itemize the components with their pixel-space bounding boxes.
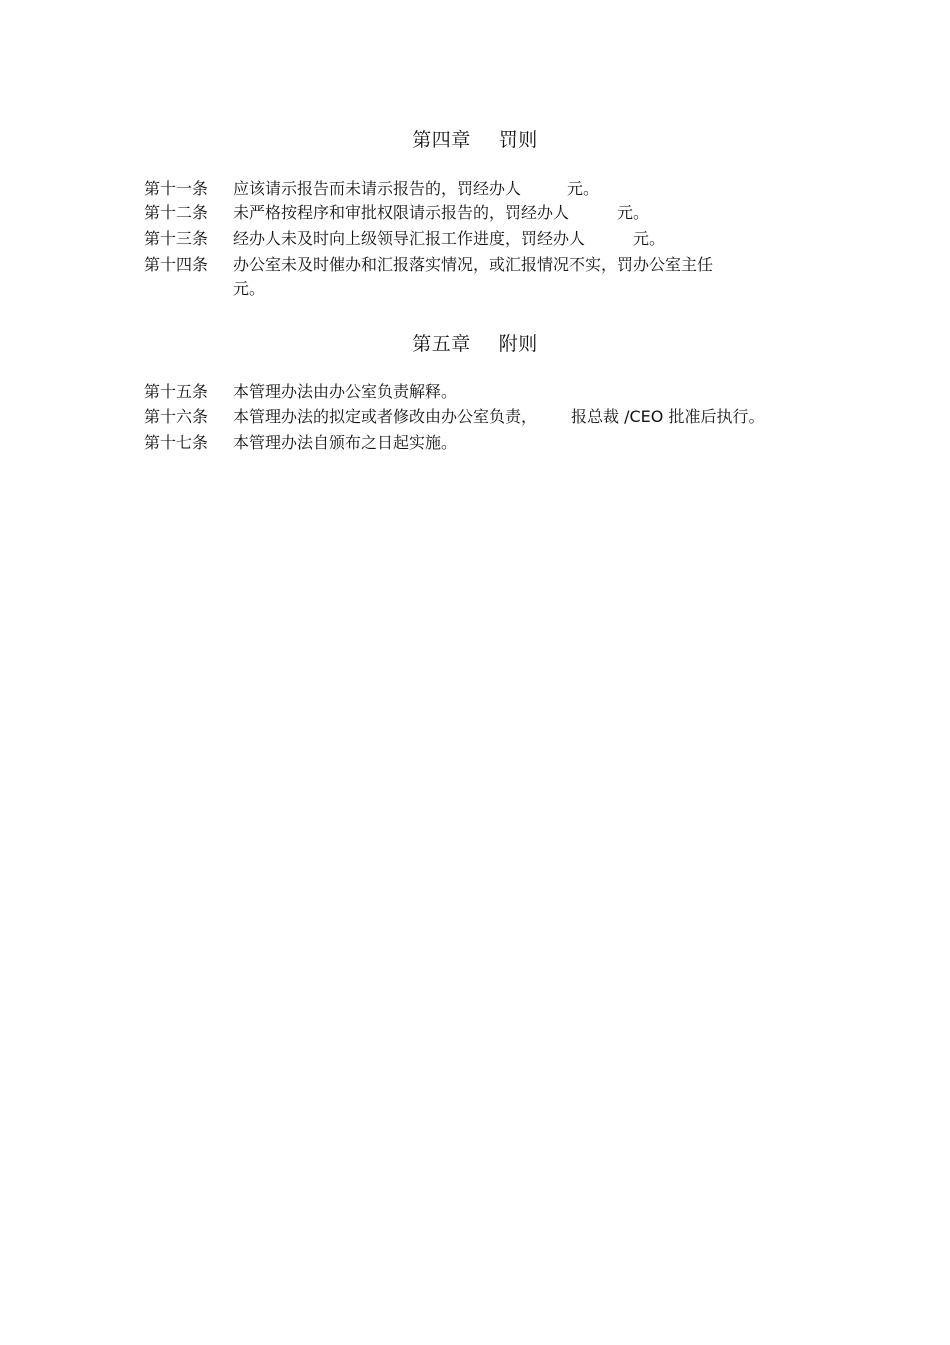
article-number: 第十四条: [144, 255, 209, 274]
article-text: 应该请示报告而未请示报告的，罚经办人: [233, 179, 522, 198]
article-tail: 元。: [233, 279, 266, 298]
article-14-continuation: [233, 277, 265, 301]
article-number: 第十一条: [144, 179, 209, 198]
article-text: 本管理办法的拟定或者修改由办公室负责，: [233, 407, 538, 426]
article-number: 第十五条: [144, 382, 209, 401]
article-text: 经办人未及时向上级领导汇报工作进度，罚经办人: [233, 229, 586, 248]
article-13: [144, 227, 665, 251]
article-tail: 元。: [567, 179, 600, 198]
article-text: 办公室未及时催办和汇报落实情况，或汇报情况不实，罚办公室主任: [233, 255, 714, 274]
article-tail: 元。: [633, 229, 666, 248]
chapter-4-heading: [0, 128, 950, 152]
article-17: [144, 431, 457, 455]
chapter-5-label: 第五章: [412, 333, 471, 355]
article-16: [144, 405, 764, 429]
article-15: [144, 380, 457, 404]
article-number: 第十七条: [144, 433, 209, 452]
article-14: [144, 253, 713, 277]
article-text: 本管理办法由办公室负责解释。: [233, 382, 458, 401]
article-11: [144, 177, 599, 201]
article-tail: 报总裁 /CEO 批准后执行。: [571, 407, 765, 426]
article-text: 本管理办法自颁布之日起实施。: [233, 433, 458, 452]
article-number: 第十二条: [144, 203, 209, 222]
article-number: 第十六条: [144, 407, 209, 426]
article-12: [144, 201, 649, 225]
chapter-4-label: 第四章: [412, 129, 471, 151]
article-tail: 元。: [617, 203, 650, 222]
chapter-5-heading: [0, 332, 950, 356]
article-number: 第十三条: [144, 229, 209, 248]
chapter-4-title: 罚则: [498, 129, 538, 151]
chapter-5-title: 附则: [498, 333, 538, 355]
article-text: 未严格按程序和审批权限请示报告的，罚经办人: [233, 203, 570, 222]
